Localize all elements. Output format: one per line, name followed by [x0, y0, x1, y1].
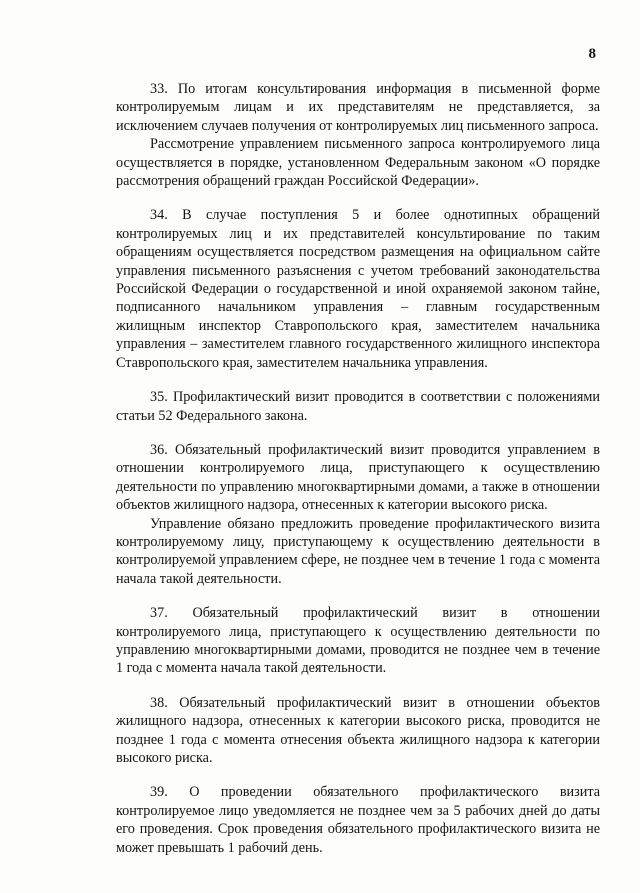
document-body — [116, 80, 600, 857]
paragraph-36: 36. Обязательный профилактический визит проводится управлением в отношении контролируемого лица, приступающего к осуществлению деятельности по управлению многоквартирными домами, а также в отношении объектов жилищного надзора, отнесенных к категории высокого риска. — [116, 441, 600, 514]
page-number: 8 — [588, 46, 596, 62]
paragraph-36-continued: Управление обязано предложить проведение профилактического визита контролируемому лицу, приступающему к осуществлению деятельности в контролируемой управлением сфере, не позднее чем в течение 1 года с момента начала такой деятельности. — [116, 515, 600, 587]
paragraph-34: 34. В случае поступления 5 и более однотипных обращений контролируемых лиц и их представителей консультирование по таким обращениям осуществляется посредством размещения на официальном сайте управления письменного разъяснения с учетом требований законодательства Российской Федерации о государственной и иной охраняемой законом тайне, подписанного начальником управления – главным государственным жилищным инспектор Ставропольского края, заместителем начальника управления – заместителем главного государственного жилищного инспектора Ставропольского края, заместителем начальника управления. — [116, 207, 600, 371]
paragraph-33-continued: Рассмотрение управлением письменного запроса контролируемого лица осуществляется в порядке, установленном Федеральным законом «О порядке рассмотрения обращений граждан Российской Федерации». — [116, 136, 600, 190]
paragraph-39: 39. О проведении обязательного профилактического визита контролируемое лицо уведомляется не позднее чем за 5 рабочих дней до даты его проведения. Срок проведения обязательного профилактического визита не может превышать 1 рабочий день. — [116, 784, 600, 856]
paragraph-35: 35. Профилактический визит проводится в соответствии с положениями статьи 52 Федерального закона. — [116, 389, 600, 424]
paragraph-37: 37. Обязательный профилактический визит в отношении контролируемого лица, приступающего к осуществлению деятельности по управлению многоквартирными домами, проводится не позднее чем в течение 1 года с момента начала такой деятельности. — [116, 605, 600, 677]
paragraph-38: 38. Обязательный профилактический визит в отношении объектов жилищного надзора, отнесенных к категории высокого риска, проводится не позднее 1 года с момента отнесения объекта жилищного надзора к категории высокого риска. — [116, 694, 600, 766]
paragraph-33: 33. По итогам консультирования информация в письменной форме контролируемым лицам и их представителям не представляется, за исключением случаев получения от контролируемых лиц письменного запроса. — [116, 81, 600, 134]
